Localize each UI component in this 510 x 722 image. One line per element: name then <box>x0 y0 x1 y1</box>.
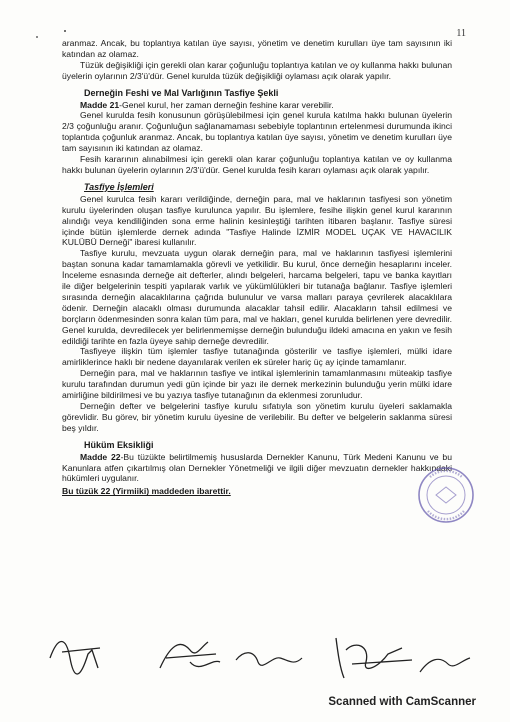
scanner-watermark: Scanned with CamScanner <box>328 696 476 708</box>
article-paragraph <box>62 100 452 111</box>
paragraph: Genel kurulda fesih konusunun görüşülebilmesi için genel kurula katılma hakkı bulunan üyelerin 2/3 çoğunluğu aranır. Çoğunluğun sağlanamaması sebebiyle toplantının ertelenmesi durumunda ikinci toplantıda çoğunluk aranmaz. Ancak, bu toplantıya katılan üye sayısı, yönetim ve denetim kurulları üye tam sayısının iki katından az olamaz. <box>62 110 452 154</box>
paragraph: Fesih kararının alınabilmesi için gerekli olan karar çoğunluğu toplantıya katılan ve oy kullanma hakkı bulunan üyelerin oylarının 2/3'ü'dür. Genel kurulda fesih kararı oylaması açık olarak yapılır. <box>62 154 452 175</box>
document-body <box>62 38 452 497</box>
article-label: Madde 22 <box>80 451 121 462</box>
paragraph: Tüzük değişikliği için gerekli olan karar çoğunluğu toplantıya katılan ve oy kullanma hakkı bulunan üyelerin oylarının 2/3'ü'dür. Genel kurulda tüzük değişikliği oylaması açık olarak yapılır. <box>62 59 452 81</box>
page-number: 11 <box>456 28 466 39</box>
paragraph: Derneğin defter ve belgelerini tasfiye kurulu sıfatıyla son yönetim kurulu üyeleri saklamakla görevlidir. Bu görev, bir yönetim kurulu üyesine de verilebilir. Bu defter ve belgelerin saklanma süresi beş yıldır. <box>62 401 452 433</box>
paragraph: Tasfiyeye ilişkin tüm işlemler tasfiye tutanağında gösterilir ve tasfiye işlemleri, mülki idare amirliklerince haklı bir nedene dayanılarak verilen ek süreler hariç üç ay içinde tamamlanır. <box>62 346 452 368</box>
paragraph: aranmaz. Ancak, bu toplantıya katılan üye sayısı, yönetim ve denetim kurulları üye tam sayısının iki katından az olamaz. <box>62 38 452 59</box>
signatures <box>40 628 480 688</box>
paragraph: Derneğin para, mal ve haklarının tasfiye ve intikal işlemlerinin tamamlanmasını müteakip tasfiye kurulu tarafından durumun yedi gün içinde bir yazı ile dernek merkezinin bulunduğu yerin mülki idare amirliğine bildirilmesi ve bu yazıya tasfiye tutanağının da eklenmesi zorunludur. <box>62 368 452 401</box>
section-heading: Hüküm Eksikliği <box>84 439 154 450</box>
scan-speck <box>36 36 38 38</box>
association-seal-stamp <box>416 465 476 525</box>
paragraph: Genel kurulca fesih kararı verildiğinde, derneğin para, mal ve haklarının tasfiyesi son yönetim kurulu üyelerinden oluşan tasfiye kurulunca yapılır. Bu işlemlere, fesihe ilişkin genel kurul kararının alındığı veya kendiliğinden sona erme halinin kesinleştiği tarihten itibaren başlanır. Tasfiye süresi içinde bütün işlemlerde dernek adında "Tasfiye Halinde İZMİR MODEL UÇAK VE HAVACILIK KULÜBÜ Derneği" ibaresi kullanılır. <box>62 193 452 248</box>
scan-speck <box>64 30 66 32</box>
article-text: -Genel kurul, her zaman derneğin feshine karar verebilir. <box>119 99 334 110</box>
article-label: Madde 21 <box>80 99 120 110</box>
article-text: -Bu tüzükte belirtilmemiş hususlarda Dernekler Kanunu, Türk Medeni Kanunu ve bu Kanunlara atfen çıkartılmış olan Dernekler Yönetmeliği ve ilgili diğer mevzuatın dernekler hakkındaki hükümleri uygulanır. <box>62 451 452 484</box>
paragraph: Tasfiye kurulu, mevzuata uygun olarak derneğin para, mal ve haklarının tasfiyesi işlemlerini baştan sonuna kadar tamamlamakla görevli ve yetkilidir. Bu kurul, önce derneğin hesaplarını inceler. İnceleme esnasında derneğe ait defterler, alındı belgeleri, harcama belgeleri, tapu ve banka kayıtları ile diğer belgelerinin tespiti yapılarak varlık ve yükümlülükleri bir tutanağa bağlanır. Tasfiye işlemleri sırasında derneğin alacaklılarına çağrıda bulunulur ve varsa malları paraya çevrilerek alacaklılara ödenir. Derneğin alacaklı olması durumunda alacaklar tahsil edilir. Alacakların tahsil edilmesi ve borçların ödenmesinden sonra kalan tüm para, mal ve hakları, genel kurulda belirlenen yere devredilir. Genel kurulda, devredilecek yer belirlenmemişse derneğin bulunduğu ildeki amacına en yakın ve fesih edildiği tarihte en fazla üyeye sahip derneğe devredilir. <box>62 248 452 346</box>
section-heading: Tasfiye İşlemleri <box>84 181 154 192</box>
section-heading: Derneğin Feshi ve Mal Varlığının Tasfiye Şekli <box>84 87 279 98</box>
article-paragraph <box>62 452 452 485</box>
closing-statement: Bu tüzük 22 (Yirmiiki) maddeden ibarettir. <box>62 486 231 497</box>
